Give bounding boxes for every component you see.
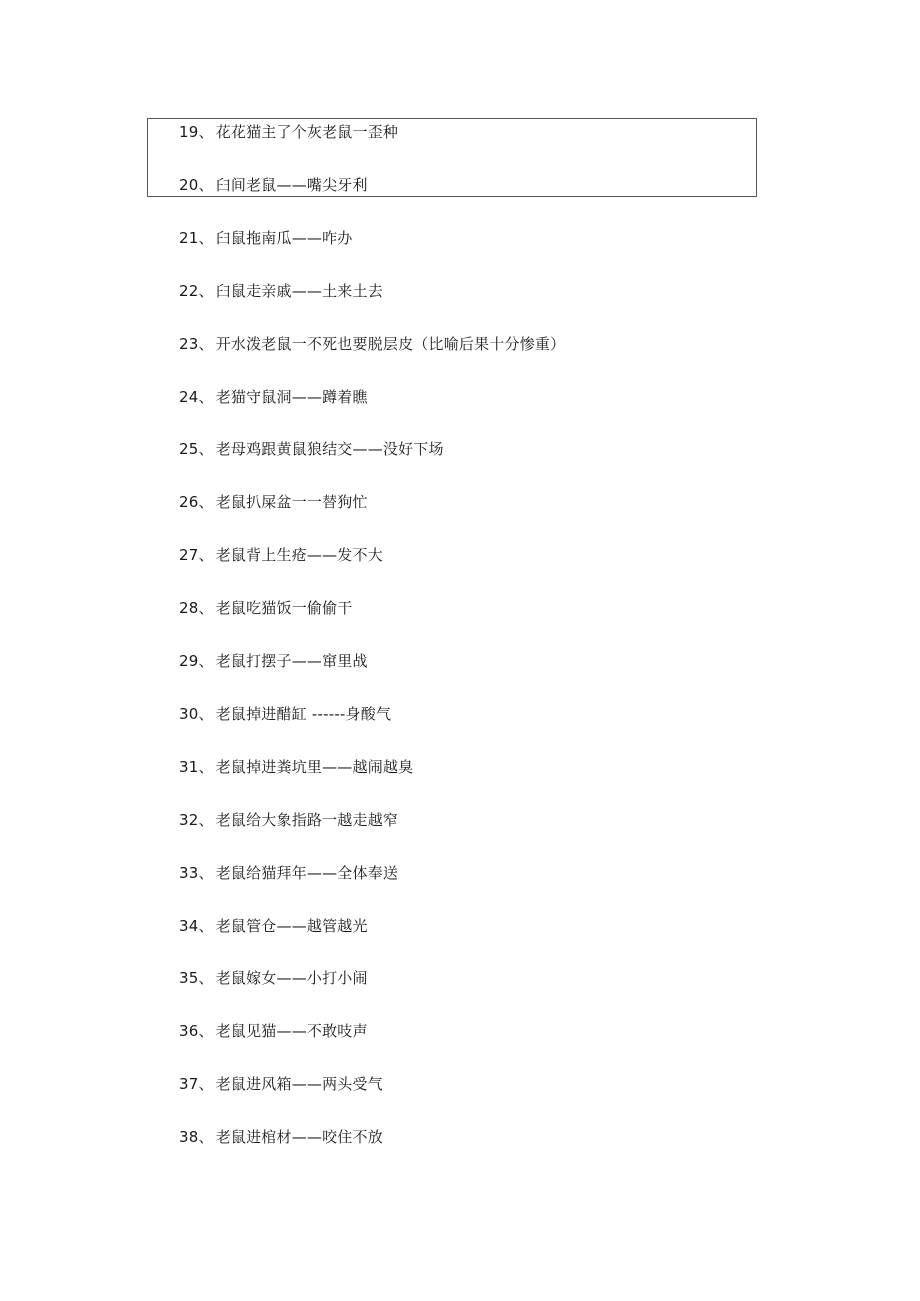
entry-number: 21 [179,228,199,247]
entry-separator: 、 [198,652,214,670]
entry-number: 31 [179,757,199,776]
entry-number: 33 [179,863,199,882]
entry-separator: 、 [198,916,214,935]
entry-number: 23 [179,334,199,353]
entry-number: 35 [179,969,199,988]
entry-separator: 、 [198,334,214,353]
list-item [179,968,368,988]
list-item [179,1127,383,1147]
entry-separator: 、 [198,863,214,882]
list-item [179,175,368,195]
entry-separator: 、 [198,387,214,406]
list-item [179,281,383,301]
entry-separator: 、 [198,969,214,988]
entry-number: 26 [179,493,199,512]
list-item [179,1021,368,1041]
list-item [179,492,368,512]
entry-text: 花花猫主了个灰老鼠一歪种 [215,123,399,141]
entry-text: 老鼠掉进醋缸 ------身酸气 [215,704,392,723]
entry-text: 老鼠扒屎盆一一替狗忙 [215,493,368,512]
entry-number: 22 [179,281,199,300]
entry-text: 开水泼老鼠一不死也要脱层皮（比喻后果十分惨重） [215,334,566,353]
list-item [179,810,398,830]
entry-text: 老鼠掉进粪坑里——越闹越臭 [215,757,414,776]
entry-separator: 、 [198,123,214,141]
entry-text: 老鼠给大象指路一越走越窄 [215,810,399,829]
entry-text: 老鼠给猫拜年——全体奉送 [215,863,399,882]
list-item [179,334,565,354]
entry-number: 32 [179,810,199,829]
list-item [179,598,353,618]
entry-number: 37 [179,1075,199,1094]
entry-number: 36 [179,1022,199,1041]
entry-text: 老鼠管仓——越管越光 [215,916,368,935]
list-item [179,1074,383,1094]
entry-number: 28 [179,599,199,618]
entry-number: 27 [179,546,199,565]
entry-text: 老猫守鼠洞——蹲着瞧 [215,387,368,406]
entry-separator: 、 [198,599,214,618]
list-item [179,651,368,671]
entry-separator: 、 [198,175,214,194]
entry-text: 老鼠背上生疮——发不大 [215,546,383,565]
entry-separator: 、 [198,440,214,459]
entry-separator: 、 [198,757,214,776]
list-item [179,387,368,407]
entry-separator: 、 [198,493,214,512]
list-item [179,757,413,777]
entry-number: 24 [179,387,199,406]
entry-number: 38 [179,1128,199,1147]
list-item [179,916,368,936]
entry-separator: 、 [198,1075,214,1094]
list-item [179,122,398,142]
entry-text: 老鼠吃猫饭一偷偷干 [215,599,353,618]
entry-text: 臼鼠拖南瓜——咋办 [215,228,353,247]
entry-text: 老鼠进风箱——两头受气 [215,1075,383,1094]
entry-separator: 、 [198,810,214,829]
entry-number: 34 [179,916,199,935]
entry-text: 臼鼠走亲戚——土来土去 [215,281,383,300]
entry-text: 老鼠进棺材——咬住不放 [215,1128,383,1147]
list-item [179,228,353,248]
entry-separator: 、 [198,1022,214,1041]
entry-separator: 、 [198,704,214,723]
entry-number: 19 [179,123,199,141]
entry-text: 老鼠打摆子——窜里战 [215,652,368,670]
list-item [179,704,391,724]
entry-text: 老鼠嫁女——小打小闹 [215,969,368,988]
list-item [179,863,398,883]
entry-number: 20 [179,175,199,194]
list-item [179,439,444,459]
entry-separator: 、 [198,228,214,247]
entry-text: 老鼠见猫——不敢吱声 [215,1022,368,1041]
entry-separator: 、 [198,546,214,565]
entry-separator: 、 [198,1128,214,1147]
entry-number: 29 [179,652,199,670]
entry-number: 25 [179,440,199,459]
entry-separator: 、 [198,281,214,300]
entry-number: 30 [179,704,199,723]
entry-text: 老母鸡跟黄鼠狼结交——没好下场 [215,440,444,459]
entry-text: 臼间老鼠——嘴尖牙利 [215,175,368,194]
list-item [179,545,383,565]
